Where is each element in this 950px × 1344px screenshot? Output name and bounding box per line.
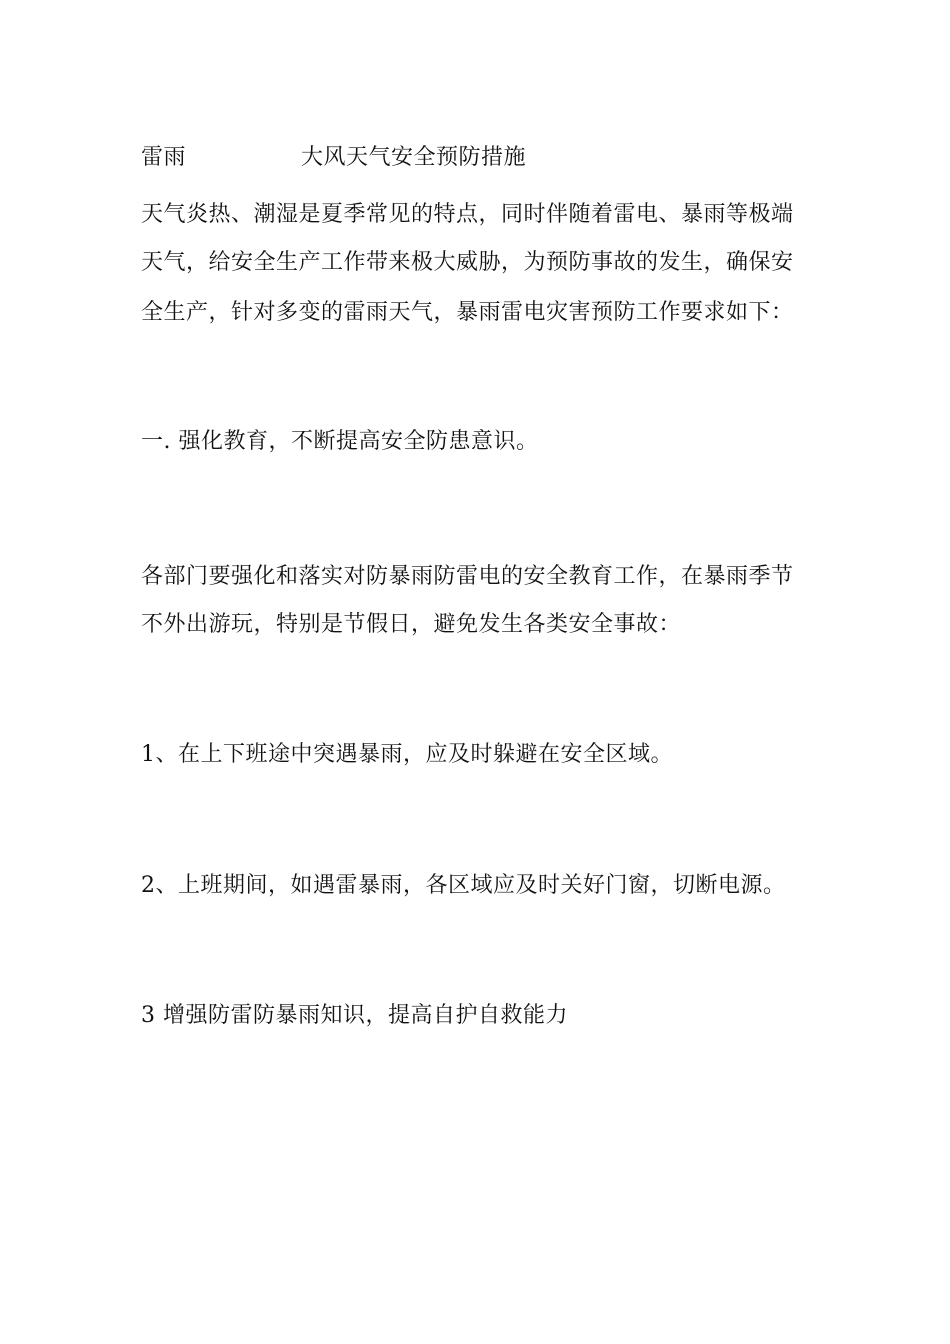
section-body-line-2: 不外出游玩，特别是节假日，避免发生各类安全事故： [141, 612, 682, 637]
list-item-3: 3 增强防雷防暴雨知识，提高自护自救能力 [141, 1003, 568, 1028]
list-item-1: 1、在上下班途中突遇暴雨，应及时躲避在安全区域。 [141, 742, 673, 767]
intro-line-2: 天气，给安全生产工作带来极大威胁，为预防事故的发生，确保安 [141, 250, 794, 275]
list-item-2: 2、上班期间，如遇雷暴雨，各区域应及时关好门窗，切断电源。 [141, 873, 786, 898]
title-right: 大风天气安全预防措施 [301, 145, 527, 170]
intro-line-3: 全生产，针对多变的雷雨天气，暴雨雷电灾害预防工作要求如下： [141, 300, 794, 325]
section-body-line-1: 各部门要强化和落实对防暴雨防雷电的安全教育工作，在暴雨季节 [141, 564, 794, 589]
title-left: 雷雨 [141, 145, 187, 170]
section-heading: 一. 强化教育，不断提高安全防患意识。 [141, 429, 539, 454]
intro-line-1: 天气炎热、潮湿是夏季常见的特点，同时伴随着雷电、暴雨等极端 [141, 202, 794, 227]
